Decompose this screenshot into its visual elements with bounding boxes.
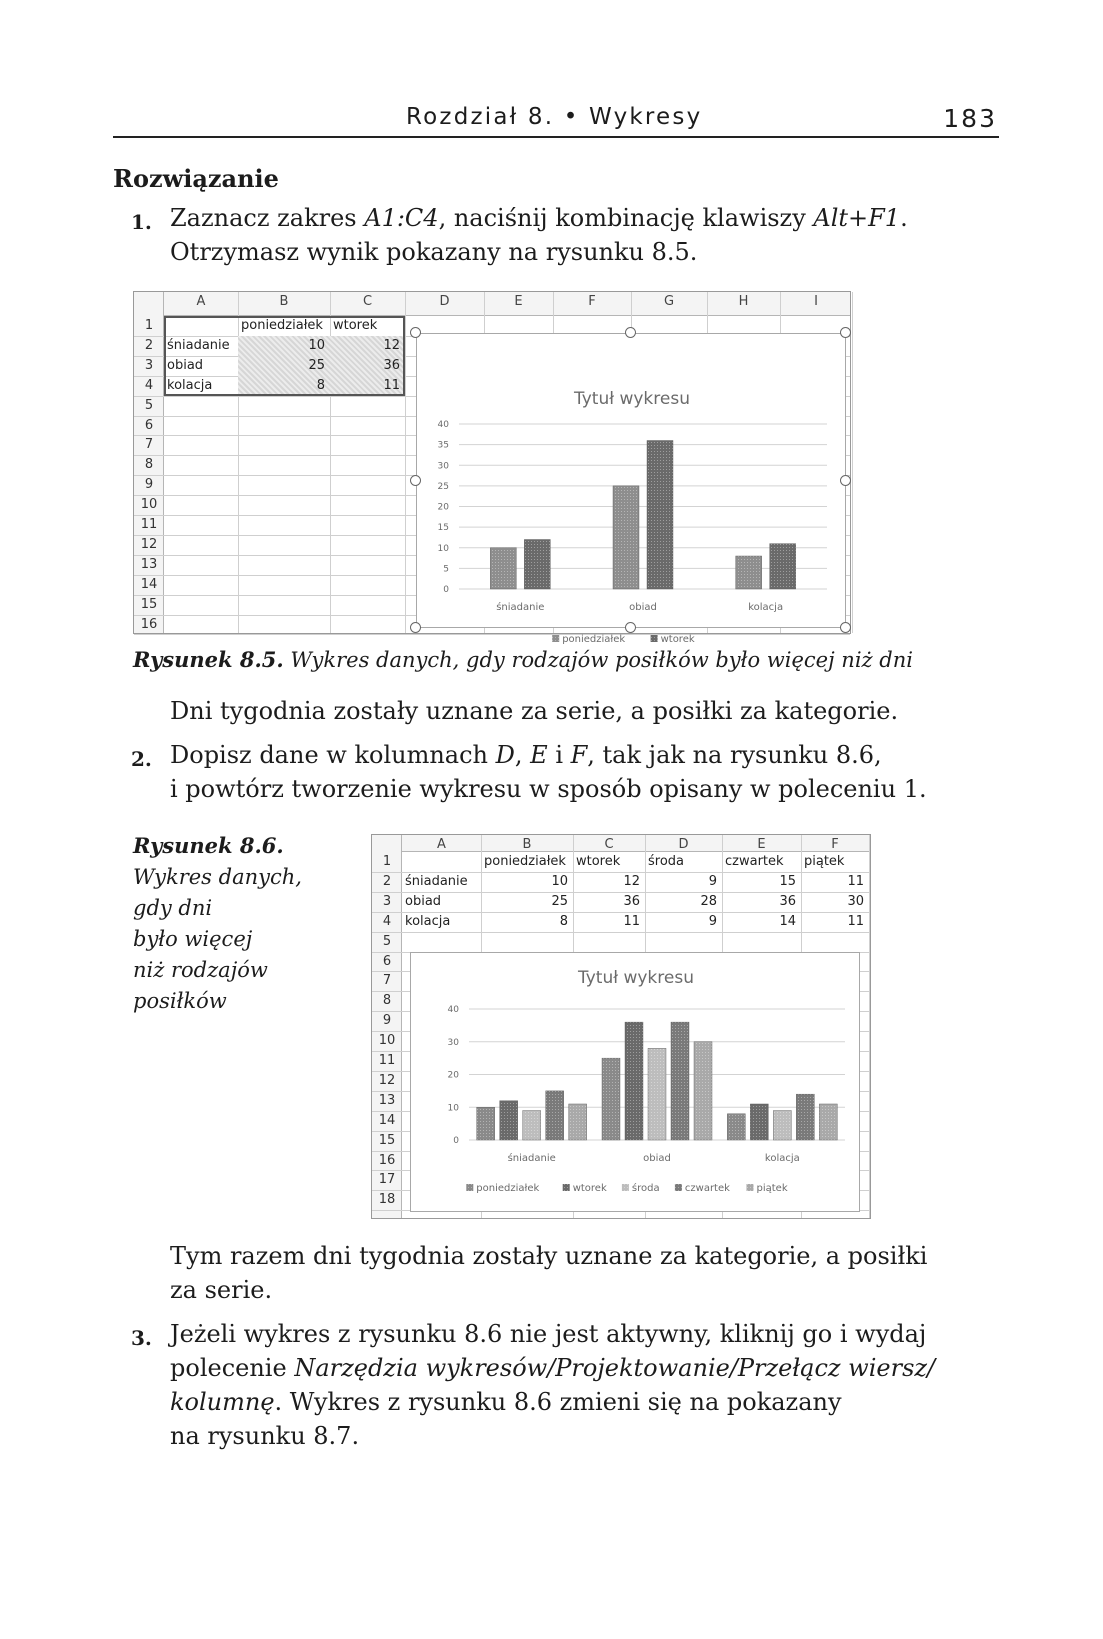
row-number: 3 bbox=[144, 357, 154, 373]
y-tick-label: 40 bbox=[437, 420, 449, 430]
row-number: 1 bbox=[144, 318, 154, 333]
column-ref: E bbox=[530, 741, 548, 769]
cell-value: 36 bbox=[623, 893, 640, 909]
step-2-number: 2. bbox=[131, 747, 152, 771]
cell-value: 25 bbox=[308, 357, 325, 373]
cell-value: 11 bbox=[623, 913, 640, 929]
column-header: C bbox=[604, 837, 614, 852]
row-number: 18 bbox=[378, 1192, 396, 1208]
resize-handle bbox=[840, 622, 851, 633]
y-tick-label: 30 bbox=[447, 1037, 459, 1048]
row-number: 11 bbox=[140, 517, 158, 532]
chart-title: Tytuł wykresu bbox=[578, 968, 694, 988]
text-run: . bbox=[900, 204, 908, 232]
bar bbox=[569, 1104, 587, 1140]
legend-label: poniedziałek bbox=[476, 1183, 540, 1194]
cell-header: środa bbox=[648, 854, 685, 869]
y-tick-label: 15 bbox=[437, 523, 449, 534]
column-header: I bbox=[814, 294, 818, 309]
column-header: H bbox=[738, 294, 749, 309]
cell-label: kolacja bbox=[167, 377, 213, 393]
bar bbox=[523, 1111, 541, 1140]
bar bbox=[694, 1042, 712, 1140]
step-1-line-1 bbox=[170, 201, 908, 235]
bar bbox=[671, 1022, 689, 1140]
row-number: 5 bbox=[382, 933, 392, 949]
row-number: 7 bbox=[144, 437, 154, 453]
bar bbox=[727, 1114, 745, 1140]
section-heading: Rozwiązanie bbox=[113, 164, 279, 193]
row-number: 9 bbox=[144, 477, 154, 493]
column-header: E bbox=[514, 294, 523, 309]
legend-swatch bbox=[747, 1184, 754, 1191]
y-tick-label: 40 bbox=[447, 1005, 459, 1015]
after-figure-8-5-text: Dni tygodnia zostały uznane za serie, a posiłki za kategorie. bbox=[170, 697, 899, 725]
legend-swatch bbox=[552, 635, 559, 642]
row-number: 15 bbox=[140, 596, 158, 612]
row-number: 11 bbox=[378, 1053, 396, 1068]
cell-value: 12 bbox=[383, 337, 400, 353]
gridline bbox=[405, 292, 406, 633]
bar bbox=[773, 1111, 791, 1140]
x-tick-label: śniadanie bbox=[496, 602, 545, 613]
legend-label: czwartek bbox=[684, 1183, 730, 1194]
cell-value: 10 bbox=[308, 337, 325, 353]
caption-text: Wykres danych, gdy rodzajów posiłków było więcej niż dni bbox=[290, 648, 913, 672]
range-ref: A1:C4 bbox=[364, 204, 439, 232]
step-3-line-1: Jeżeli wykres z rysunku 8.6 nie jest aktywny, kliknij go i wydaj bbox=[170, 1320, 927, 1348]
x-tick-label: kolacja bbox=[764, 1153, 800, 1164]
resize-handle bbox=[625, 327, 636, 338]
gridline bbox=[372, 932, 870, 933]
figure-8-5-spreadsheet bbox=[133, 291, 851, 645]
cell-header: piątek bbox=[804, 854, 845, 869]
cell-value: 36 bbox=[779, 893, 796, 909]
row-number: 16 bbox=[140, 616, 158, 632]
menu-path: kolumnę bbox=[170, 1388, 275, 1416]
y-tick-label: 5 bbox=[443, 564, 449, 575]
menu-path: Narzędzia wykresów/Projektowanie/Przełącz wiersz/ bbox=[294, 1354, 936, 1382]
bar bbox=[736, 556, 762, 589]
row-number: 3 bbox=[382, 893, 392, 909]
cell-value: 12 bbox=[623, 873, 640, 889]
bar bbox=[602, 1058, 620, 1140]
caption-label: Rysunek 8.5. bbox=[133, 647, 284, 672]
caption-line: posiłków bbox=[133, 989, 227, 1013]
legend-swatch bbox=[651, 635, 658, 642]
legend-swatch bbox=[563, 1184, 570, 1191]
caption-line: Wykres danych, bbox=[133, 865, 302, 889]
figure-8-6-spreadsheet bbox=[371, 834, 871, 1219]
y-tick-label: 10 bbox=[437, 543, 449, 554]
resize-handle bbox=[410, 475, 421, 486]
chart-area bbox=[416, 333, 846, 645]
cell-label: śniadanie bbox=[405, 873, 468, 889]
legend-label: wtorek bbox=[660, 634, 695, 645]
column-header: F bbox=[588, 294, 596, 309]
row-number: 7 bbox=[382, 973, 392, 989]
column-header: D bbox=[678, 837, 689, 852]
text-run: Dopisz dane w kolumnach bbox=[170, 741, 496, 769]
cell-header: poniedziałek bbox=[241, 318, 323, 333]
row-number: 2 bbox=[382, 873, 392, 889]
step-2-text bbox=[170, 738, 927, 806]
cell-value: 28 bbox=[700, 893, 717, 909]
legend-swatch bbox=[675, 1184, 682, 1191]
resize-handle bbox=[840, 327, 851, 338]
row-number: 2 bbox=[144, 337, 154, 353]
column-header: A bbox=[437, 837, 446, 852]
column-header: D bbox=[439, 294, 450, 309]
chart-title: Tytuł wykresu bbox=[574, 389, 690, 409]
row-number: 14 bbox=[378, 1112, 396, 1128]
row-number: 16 bbox=[378, 1152, 396, 1168]
cell-value: 25 bbox=[551, 893, 568, 909]
x-tick-label: śniadanie bbox=[507, 1153, 556, 1164]
column-header: C bbox=[362, 294, 373, 309]
resize-handle bbox=[410, 622, 421, 633]
after-figure-8-6-text bbox=[170, 1239, 927, 1307]
caption-line: gdy dni bbox=[133, 896, 213, 920]
cell-value: 8 bbox=[316, 377, 325, 393]
x-tick-label: obiad bbox=[643, 1153, 671, 1164]
cell-label: obiad bbox=[405, 893, 442, 909]
bar bbox=[500, 1101, 518, 1140]
gridline bbox=[372, 872, 870, 873]
row-number: 4 bbox=[382, 913, 392, 929]
step-3-number: 3. bbox=[131, 1326, 152, 1350]
running-title: Rozdział 8. • Wykresy bbox=[406, 104, 703, 130]
key-combo: Alt+F1 bbox=[813, 204, 901, 232]
chart-svg bbox=[417, 334, 847, 645]
row-number: 12 bbox=[140, 536, 158, 552]
step-3-line-2 bbox=[170, 1351, 935, 1385]
row-number: 17 bbox=[378, 1172, 396, 1188]
row-number: 1 bbox=[382, 854, 392, 869]
step-2-line-1 bbox=[170, 738, 927, 772]
column-ref: D bbox=[495, 741, 515, 769]
legend-label: piątek bbox=[756, 1183, 788, 1194]
y-tick-label: 35 bbox=[437, 440, 449, 451]
y-tick-label: 25 bbox=[437, 481, 449, 492]
chart-svg bbox=[411, 953, 861, 1213]
y-tick-label: 0 bbox=[453, 1136, 459, 1146]
bar bbox=[477, 1107, 495, 1140]
bar bbox=[750, 1104, 768, 1140]
gridline bbox=[134, 634, 850, 635]
row-number: 13 bbox=[378, 1092, 396, 1108]
row-number: 8 bbox=[382, 993, 392, 1009]
cell-value: 15 bbox=[779, 873, 796, 889]
cell-value: 14 bbox=[779, 913, 796, 929]
row-number: 6 bbox=[382, 953, 392, 969]
column-header: F bbox=[831, 837, 839, 852]
cell-value: 8 bbox=[559, 913, 568, 929]
row-number: 14 bbox=[140, 576, 158, 592]
row-number: 12 bbox=[378, 1072, 396, 1088]
chart-legend bbox=[466, 1182, 788, 1194]
running-header bbox=[113, 98, 999, 138]
caption-label: Rysunek 8.6. bbox=[133, 833, 284, 858]
legend-swatch bbox=[466, 1184, 473, 1191]
gridline bbox=[372, 912, 870, 913]
cell-header: wtorek bbox=[333, 318, 378, 333]
y-tick-label: 20 bbox=[447, 1070, 459, 1081]
row-number: 13 bbox=[140, 556, 158, 572]
chart-area bbox=[410, 952, 860, 1212]
caption-line: niż rodzajów bbox=[133, 958, 268, 982]
legend-label: środa bbox=[631, 1183, 660, 1194]
step-3-line-3 bbox=[170, 1385, 935, 1419]
cell-value: 11 bbox=[847, 873, 864, 889]
column-ref: F bbox=[570, 741, 588, 769]
resize-handle bbox=[840, 475, 851, 486]
row-number: 4 bbox=[144, 377, 154, 393]
cell-header: wtorek bbox=[576, 854, 621, 869]
column-header: B bbox=[279, 294, 289, 309]
legend-label: poniedziałek bbox=[562, 634, 626, 645]
text-run: , bbox=[514, 741, 531, 769]
x-tick-label: kolacja bbox=[748, 602, 784, 613]
bar bbox=[625, 1022, 643, 1140]
y-tick-label: 10 bbox=[447, 1103, 459, 1114]
cell-value: 10 bbox=[551, 873, 568, 889]
row-number: 5 bbox=[144, 397, 154, 413]
text-run: i bbox=[547, 741, 571, 769]
cell-label: obiad bbox=[167, 357, 204, 373]
text-run: . Wykres z rysunku 8.6 zmieni się na pokazany bbox=[274, 1388, 842, 1416]
cell-label: kolacja bbox=[405, 913, 451, 929]
text-run: polecenie bbox=[170, 1354, 295, 1382]
row-number: 9 bbox=[382, 1013, 392, 1029]
step-3-line-4: na rysunku 8.7. bbox=[170, 1422, 360, 1450]
y-tick-label: 20 bbox=[437, 502, 449, 513]
text-run: Zaznacz zakres bbox=[170, 204, 365, 232]
bar bbox=[613, 486, 639, 589]
cell-value: 11 bbox=[383, 377, 400, 393]
cell-value: 36 bbox=[383, 357, 400, 373]
legend-swatch bbox=[622, 1184, 629, 1191]
cell-value: 11 bbox=[847, 913, 864, 929]
step-1-line-2: Otrzymasz wynik pokazany na rysunku 8.5. bbox=[170, 238, 698, 266]
bar bbox=[524, 540, 550, 590]
bar bbox=[796, 1094, 814, 1140]
legend-label: wtorek bbox=[572, 1183, 607, 1194]
row-number: 8 bbox=[144, 457, 154, 473]
text-run: , naciśnij kombinację klawiszy bbox=[438, 204, 814, 232]
page-number: 183 bbox=[943, 104, 997, 133]
y-tick-label: 30 bbox=[437, 461, 449, 472]
column-header: E bbox=[757, 837, 766, 852]
figure-8-5-caption bbox=[133, 644, 913, 676]
y-tick-label: 0 bbox=[443, 585, 449, 595]
cell-header: czwartek bbox=[725, 854, 784, 869]
cell-value: 9 bbox=[708, 873, 717, 889]
step-3-text bbox=[170, 1317, 935, 1453]
row-number: 6 bbox=[144, 417, 154, 433]
step-1-number: 1. bbox=[131, 210, 152, 234]
resize-handle bbox=[410, 327, 421, 338]
row-number: 15 bbox=[378, 1132, 396, 1148]
bar bbox=[490, 548, 516, 589]
column-header: G bbox=[663, 294, 675, 309]
resize-handle bbox=[625, 622, 636, 633]
text-line: Tym razem dni tygodnia zostały uznane za kategorie, a posiłki bbox=[170, 1242, 928, 1270]
x-tick-label: obiad bbox=[629, 602, 657, 613]
bar bbox=[546, 1091, 564, 1140]
bar bbox=[647, 441, 673, 590]
bar bbox=[819, 1104, 837, 1140]
text-run: , tak jak na rysunku 8.6, bbox=[587, 741, 882, 769]
text-line: za serie. bbox=[170, 1276, 273, 1304]
step-1-text bbox=[170, 201, 908, 269]
row-number: 10 bbox=[140, 497, 158, 513]
row-number: 10 bbox=[378, 1033, 396, 1049]
gridline bbox=[852, 292, 853, 633]
cell-value: 9 bbox=[708, 913, 717, 929]
column-header: B bbox=[522, 837, 532, 852]
caption-line: było więcej bbox=[133, 927, 253, 951]
bar bbox=[648, 1048, 666, 1140]
cell-label: śniadanie bbox=[167, 337, 230, 353]
figure-8-6-caption bbox=[133, 830, 302, 1017]
step-2-line-2: i powtórz tworzenie wykresu w sposób opisany w poleceniu 1. bbox=[170, 775, 927, 803]
cell-value: 30 bbox=[847, 893, 864, 909]
gridline bbox=[372, 892, 870, 893]
column-header: A bbox=[196, 294, 206, 309]
bar bbox=[770, 544, 796, 589]
cell-header: poniedziałek bbox=[484, 854, 566, 869]
